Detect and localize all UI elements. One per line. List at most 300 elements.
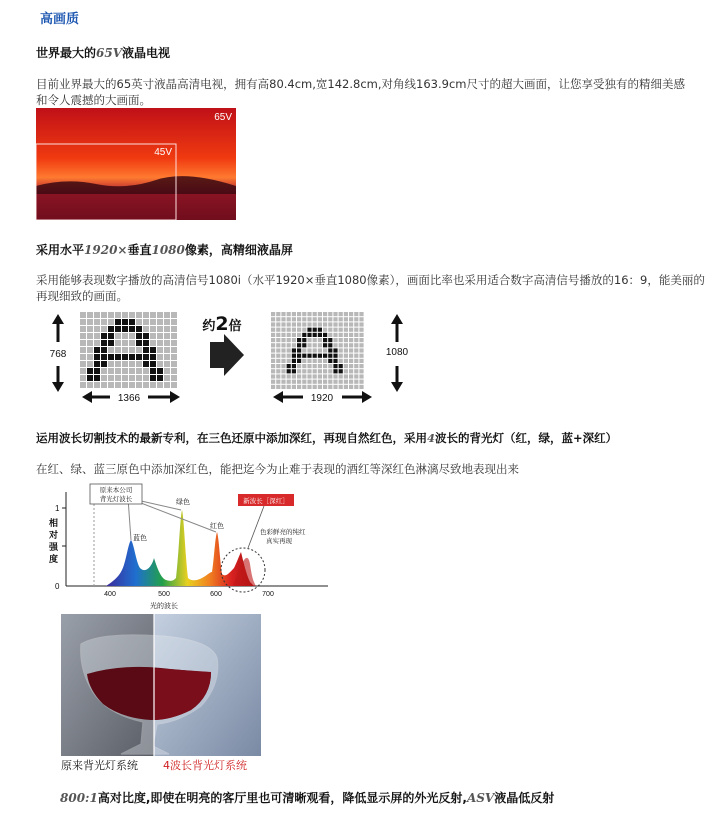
- heading-resolution-em2: 1080: [151, 243, 185, 257]
- pixel-cell: [349, 343, 353, 347]
- pixel-cell: [115, 375, 121, 381]
- heading-resolution-text3: 像素，高精细液晶屏: [184, 243, 293, 257]
- pixel-cell: [171, 354, 177, 360]
- pixel-cell: [359, 385, 363, 389]
- pixel-cell: [281, 338, 285, 342]
- pixel-cell: [101, 347, 107, 353]
- pixel-cell: [94, 326, 100, 332]
- pixel-cell: [292, 380, 296, 384]
- pixel-cell: [276, 354, 280, 358]
- pixel-cell: [87, 382, 93, 388]
- pixel-cell: [150, 319, 156, 325]
- pixel-cell: [108, 333, 114, 339]
- pixel-cell: [164, 368, 170, 374]
- pixel-cell: [281, 364, 285, 368]
- pixel-cell: [344, 338, 348, 342]
- pixel-cell: [129, 340, 135, 346]
- y-label-1: 相: [49, 519, 59, 529]
- pixel-cell: [349, 380, 353, 384]
- pixel-cell: [344, 328, 348, 332]
- pixel-cell: [287, 322, 291, 326]
- pixel-cell: [157, 361, 163, 367]
- pixel-cell: [80, 382, 86, 388]
- pixel-cell: [287, 328, 291, 332]
- pixel-cell: [292, 354, 296, 358]
- pixel-cell: [292, 369, 296, 373]
- pixel-cell: [171, 312, 177, 318]
- pixel-cell: [276, 312, 280, 316]
- pixel-cell: [101, 326, 107, 332]
- pixel-cell: [136, 326, 142, 332]
- pixel-cell: [359, 369, 363, 373]
- pixel-cell: [87, 375, 93, 381]
- pixel-cell: [302, 322, 306, 326]
- pixel-cell: [328, 354, 332, 358]
- pixel-cell: [115, 361, 121, 367]
- pixel-cell: [318, 312, 322, 316]
- heading-65v: [36, 44, 170, 61]
- pixel-cell: [108, 361, 114, 367]
- x-tick-700: 700: [262, 591, 274, 598]
- pixel-cell: [115, 326, 121, 332]
- pixel-cell: [157, 326, 163, 332]
- pixel-cell: [328, 338, 332, 342]
- pixel-cell: [307, 328, 311, 332]
- pixel-cell: [115, 347, 121, 353]
- pixel-cell: [328, 317, 332, 321]
- heading-4wave: [36, 430, 617, 446]
- pixel-cell: [115, 354, 121, 360]
- pixel-cell: [101, 361, 107, 367]
- pixel-cell: [94, 347, 100, 353]
- pixel-cell: [328, 312, 332, 316]
- pixel-cell: [171, 382, 177, 388]
- pixel-cell: [349, 333, 353, 337]
- pixel-cell: [307, 312, 311, 316]
- pixel-cell: [344, 317, 348, 321]
- y-label-4: 度: [49, 555, 59, 565]
- pixel-cell: [349, 385, 353, 389]
- x-label: 光的波长: [150, 602, 178, 610]
- spectrum-curve: [106, 510, 254, 586]
- pixel-cell: [276, 328, 280, 332]
- pixel-cell: [80, 312, 86, 318]
- pixel-cell: [359, 380, 363, 384]
- pixel-cell: [333, 322, 337, 326]
- pixel-cell: [297, 369, 301, 373]
- pixel-cell: [171, 326, 177, 332]
- pixel-cell: [302, 338, 306, 342]
- pixel-cell: [101, 333, 107, 339]
- pixel-cell: [354, 369, 358, 373]
- pixel-cell: [276, 348, 280, 352]
- pixel-cell: [108, 347, 114, 353]
- pixel-cell: [150, 368, 156, 374]
- pixel-cell: [318, 317, 322, 321]
- pixel-cell: [318, 354, 322, 358]
- pixel-cell: [339, 364, 343, 368]
- pixel-cell: [344, 312, 348, 316]
- pixel-cell: [129, 368, 135, 374]
- pixel-cell: [101, 382, 107, 388]
- x-tick-400: 400: [104, 591, 116, 598]
- pixel-cell: [287, 348, 291, 352]
- pixel-cell: [313, 322, 317, 326]
- pixel-cell: [292, 348, 296, 352]
- pixel-cell: [333, 385, 337, 389]
- label-red: 红色: [210, 522, 224, 530]
- pixel-cell: [359, 354, 363, 358]
- pixel-cell: [271, 328, 275, 332]
- pixel-cell: [157, 375, 163, 381]
- pixel-cell: [87, 368, 93, 374]
- pixel-cell: [281, 385, 285, 389]
- pixel-cell: [150, 361, 156, 367]
- pixel-cell: [307, 354, 311, 358]
- pixel-cell: [143, 354, 149, 360]
- pixel-cell: [313, 354, 317, 358]
- heading-65v-em: 65V: [96, 46, 123, 60]
- pixel-cell: [318, 369, 322, 373]
- pixel-cell: [302, 354, 306, 358]
- pixel-cell: [328, 369, 332, 373]
- pixel-cell: [359, 317, 363, 321]
- resolution-diagram: [36, 308, 416, 408]
- pixel-cell: [354, 348, 358, 352]
- pixel-cell: [80, 326, 86, 332]
- pixel-cell: [323, 322, 327, 326]
- pixel-cell: [122, 347, 128, 353]
- heading-contrast: [60, 789, 554, 806]
- pixel-cell: [333, 354, 337, 358]
- pixel-cell: [297, 312, 301, 316]
- pixel-cell: [276, 343, 280, 347]
- pixel-cell: [143, 361, 149, 367]
- pixel-cell: [307, 385, 311, 389]
- y-tick-1: 1: [55, 504, 60, 513]
- pixel-cell: [323, 369, 327, 373]
- heading-resolution-em1: 1920×: [84, 243, 128, 257]
- pixel-cell: [307, 338, 311, 342]
- pixel-cell: [276, 385, 280, 389]
- pixel-cell: [349, 364, 353, 368]
- x-tick-600: 600: [210, 591, 222, 598]
- pixel-cell: [333, 348, 337, 352]
- pixel-cell: [94, 333, 100, 339]
- pixel-cell: [328, 359, 332, 363]
- heading-4wave-em: 4: [427, 431, 436, 445]
- pixel-cell: [143, 312, 149, 318]
- pixel-cell: [276, 364, 280, 368]
- pixel-cell: [281, 343, 285, 347]
- pixel-cell: [313, 369, 317, 373]
- heading-contrast-text: 高对比度,即使在明亮的客厅里也可清晰观看，降低显示屏的外光反射,: [97, 791, 467, 805]
- pixel-cell: [271, 385, 275, 389]
- pixel-cell: [302, 317, 306, 321]
- pixel-cell: [164, 354, 170, 360]
- pixel-cell: [287, 380, 291, 384]
- pixel-cell: [87, 354, 93, 360]
- pixel-cell: [302, 374, 306, 378]
- pixel-cell: [318, 328, 322, 332]
- pixel-cell: [281, 328, 285, 332]
- pixel-cell: [115, 312, 121, 318]
- pixel-cell: [281, 354, 285, 358]
- pixel-cell: [164, 333, 170, 339]
- label-blue: 蓝色: [133, 534, 147, 542]
- pixel-cell: [323, 312, 327, 316]
- pixel-cell: [80, 340, 86, 346]
- pixel-cell: [171, 375, 177, 381]
- pixel-cell: [313, 364, 317, 368]
- pixel-cell: [339, 338, 343, 342]
- pixel-cell: [307, 364, 311, 368]
- pixel-cell: [318, 343, 322, 347]
- pixel-cell: [171, 368, 177, 374]
- pixel-cell: [318, 374, 322, 378]
- pixel-cell: [318, 380, 322, 384]
- pixel-cell: [150, 326, 156, 332]
- pixel-cell: [323, 333, 327, 337]
- pixel-cell: [318, 333, 322, 337]
- pixel-cell: [287, 317, 291, 321]
- pixel-cell: [271, 380, 275, 384]
- pixel-cell: [87, 347, 93, 353]
- pixel-cell: [313, 359, 317, 363]
- pixel-cell: [143, 333, 149, 339]
- pixel-cell: [281, 333, 285, 337]
- pixel-cell: [157, 333, 163, 339]
- pixel-cell: [328, 380, 332, 384]
- pixel-cell: [281, 369, 285, 373]
- pixel-cell: [354, 343, 358, 347]
- pixel-cell: [339, 317, 343, 321]
- section-tag: 高画质: [40, 12, 80, 27]
- pixel-cell: [297, 322, 301, 326]
- label-768: 768: [49, 349, 67, 360]
- pixel-cell: [333, 374, 337, 378]
- pixel-cell: [323, 364, 327, 368]
- pixel-cell: [281, 322, 285, 326]
- label-45v: 45V: [154, 147, 172, 158]
- pixel-cell: [271, 338, 275, 342]
- pixel-cell: [136, 354, 142, 360]
- pixel-cell: [339, 348, 343, 352]
- pixel-cell: [359, 328, 363, 332]
- heading-contrast-em: 800:1: [60, 791, 98, 805]
- pixel-cell: [271, 354, 275, 358]
- pixel-cell: [349, 312, 353, 316]
- pixel-cell: [313, 380, 317, 384]
- pixel-cell: [359, 364, 363, 368]
- pixel-cell: [297, 338, 301, 342]
- pixel-cell: [354, 385, 358, 389]
- pixel-cell: [108, 354, 114, 360]
- pixel-cell: [271, 369, 275, 373]
- heading-contrast-em2: ASV: [466, 791, 495, 805]
- pixel-cell: [108, 326, 114, 332]
- pixel-cell: [297, 380, 301, 384]
- pixel-cell: [354, 354, 358, 358]
- pixel-cell: [281, 348, 285, 352]
- pixel-cell: [80, 361, 86, 367]
- pixel-cell: [271, 359, 275, 363]
- pixel-cell: [287, 364, 291, 368]
- pixel-cell: [108, 319, 114, 325]
- pixel-cell: [354, 359, 358, 363]
- pixel-cell: [287, 369, 291, 373]
- pixel-cell: [333, 312, 337, 316]
- pixel-cell: [349, 359, 353, 363]
- pixel-cell: [307, 343, 311, 347]
- pixel-cell: [313, 317, 317, 321]
- pixel-cell: [302, 380, 306, 384]
- pixel-cell: [271, 348, 275, 352]
- pixel-cell: [297, 328, 301, 332]
- pixel-cell: [349, 328, 353, 332]
- pixel-cell: [150, 382, 156, 388]
- pixel-cell: [344, 380, 348, 384]
- pixel-cell: [287, 343, 291, 347]
- pixel-cell: [328, 374, 332, 378]
- pixel-cell: [136, 347, 142, 353]
- pixel-cell: [349, 369, 353, 373]
- pixel-cell: [292, 374, 296, 378]
- pixel-cell: [318, 385, 322, 389]
- pixel-cell: [339, 354, 343, 358]
- pixel-cell: [164, 382, 170, 388]
- pixel-cell: [297, 343, 301, 347]
- pixel-cell: [318, 338, 322, 342]
- pixel-cell: [94, 361, 100, 367]
- pixel-cell: [344, 333, 348, 337]
- pixel-cell: [313, 348, 317, 352]
- pixel-cell: [287, 354, 291, 358]
- pixel-cell: [292, 317, 296, 321]
- box-new-text: 新波长［深红］: [243, 497, 289, 505]
- pixel-cell: [150, 375, 156, 381]
- pixel-cell: [108, 340, 114, 346]
- pixel-cell: [349, 348, 353, 352]
- pixel-cell: [354, 364, 358, 368]
- pixel-cell: [87, 312, 93, 318]
- pixel-grid-right: [271, 312, 364, 389]
- pixel-cell: [359, 312, 363, 316]
- pixel-cell: [333, 364, 337, 368]
- note-line1: 色彩鲜亮的纯红: [260, 528, 306, 536]
- x-tick-500: 500: [158, 591, 170, 598]
- pixel-cell: [171, 347, 177, 353]
- pixel-cell: [339, 380, 343, 384]
- pixel-cell: [313, 328, 317, 332]
- pixel-cell: [136, 361, 142, 367]
- pixel-cell: [164, 340, 170, 346]
- pixel-cell: [276, 369, 280, 373]
- pixel-cell: [297, 364, 301, 368]
- pixel-cell: [281, 380, 285, 384]
- pixel-cell: [129, 347, 135, 353]
- sunset-image: [36, 108, 236, 220]
- pixel-cell: [80, 347, 86, 353]
- pixel-cell: [302, 364, 306, 368]
- label-1080: 1080: [385, 347, 409, 358]
- pixel-cell: [333, 380, 337, 384]
- pixel-cell: [344, 359, 348, 363]
- pixel-cell: [122, 340, 128, 346]
- pixel-cell: [87, 333, 93, 339]
- pixel-cell: [115, 319, 121, 325]
- pixel-cell: [292, 359, 296, 363]
- pixel-cell: [354, 338, 358, 342]
- heading-resolution-text: 采用水平: [36, 243, 85, 257]
- label-green: 绿色: [176, 498, 190, 506]
- pixel-cell: [344, 322, 348, 326]
- pixel-cell: [157, 368, 163, 374]
- pixel-cell: [354, 328, 358, 332]
- pixel-cell: [313, 343, 317, 347]
- pixel-cell: [122, 333, 128, 339]
- pixel-cell: [339, 369, 343, 373]
- pixel-cell: [157, 312, 163, 318]
- pixel-cell: [276, 374, 280, 378]
- pixel-cell: [157, 382, 163, 388]
- pixel-cell: [80, 354, 86, 360]
- pixel-cell: [354, 312, 358, 316]
- pixel-cell: [339, 343, 343, 347]
- label-2x-pre: 约: [202, 319, 216, 334]
- pixel-cell: [349, 322, 353, 326]
- pixel-cell: [344, 369, 348, 373]
- pixel-cell: [143, 347, 149, 353]
- pixel-cell: [129, 361, 135, 367]
- pixel-cell: [333, 328, 337, 332]
- pixel-cell: [359, 359, 363, 363]
- pixel-cell: [94, 340, 100, 346]
- pixel-cell: [328, 348, 332, 352]
- pixel-cell: [302, 369, 306, 373]
- pixel-cell: [339, 333, 343, 337]
- pixel-cell: [129, 382, 135, 388]
- pixel-cell: [323, 359, 327, 363]
- pixel-cell: [297, 333, 301, 337]
- pixel-cell: [80, 368, 86, 374]
- pixel-cell: [271, 374, 275, 378]
- pixel-cell: [122, 375, 128, 381]
- pixel-cell: [171, 361, 177, 367]
- pixel-cell: [94, 375, 100, 381]
- pixel-cell: [276, 333, 280, 337]
- pixel-cell: [297, 354, 301, 358]
- pixel-cell: [292, 328, 296, 332]
- pixel-cell: [323, 374, 327, 378]
- pixel-cell: [143, 340, 149, 346]
- paragraph-65v: 目前业界最大的65英寸液晶高清电视，拥有高80.4cm,宽142.8cm,对角线163.9cm尺寸的超大画面，让您享受独有的精细美感和令人震撼的大画面。: [36, 77, 685, 107]
- pixel-cell: [344, 348, 348, 352]
- heading-4wave-text: 运用波长切割技术的最新专利，在三色还原中添加深红，再现自然红色，采用: [36, 431, 427, 445]
- pixel-cell: [150, 354, 156, 360]
- pixel-cell: [344, 374, 348, 378]
- pixel-cell: [108, 312, 114, 318]
- pixel-cell: [328, 343, 332, 347]
- pixel-cell: [287, 359, 291, 363]
- pixel-cell: [349, 374, 353, 378]
- pixel-cell: [287, 338, 291, 342]
- pixel-cell: [313, 312, 317, 316]
- pixel-cell: [323, 385, 327, 389]
- pixel-cell: [87, 340, 93, 346]
- pixel-cell: [302, 385, 306, 389]
- wine-glass-image: [61, 614, 261, 756]
